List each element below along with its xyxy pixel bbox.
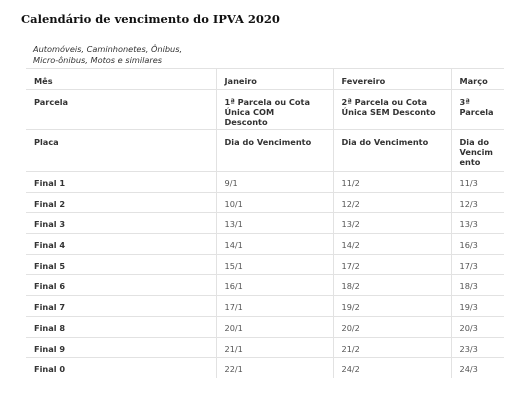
installment-march — [451, 90, 504, 130]
plate-final-cell: Final 6 — [26, 275, 216, 296]
ipva-calendar-table — [26, 68, 504, 378]
due-march-cell: 12/3 — [451, 192, 504, 213]
plate-final-cell: Final 1 — [26, 172, 216, 193]
plate-final-cell: Final 7 — [26, 296, 216, 317]
cell-line: Dia do Vencimento — [224, 137, 312, 147]
cell-line: 2ª Parcela ou Cota — [341, 97, 427, 107]
month-march: Março — [451, 69, 504, 90]
plate-final-cell: Final 0 — [26, 358, 216, 379]
month-header-row — [26, 69, 504, 90]
table-row — [26, 172, 504, 193]
page-title: Calendário de vencimento do IPVA 2020 — [21, 12, 280, 26]
due-january-cell: 21/1 — [216, 337, 333, 358]
cell-line: Dia do — [459, 137, 489, 147]
caption-line: Automóveis, Caminhonetes, Ônibus, — [33, 44, 183, 54]
cell-line: 3ª — [459, 97, 470, 107]
due-day-february — [333, 130, 451, 172]
due-february-cell: 11/2 — [333, 172, 451, 193]
month-january: Janeiro — [216, 69, 333, 90]
due-february-cell: 20/2 — [333, 316, 451, 337]
table-row — [26, 337, 504, 358]
due-january-cell: 20/1 — [216, 316, 333, 337]
cell-line: ento — [459, 157, 481, 167]
table-row — [26, 254, 504, 275]
due-february-cell: 21/2 — [333, 337, 451, 358]
due-march-cell: 11/3 — [451, 172, 504, 193]
due-february-cell: 13/2 — [333, 213, 451, 234]
plate-header-row — [26, 130, 504, 172]
plate-label: Placa — [26, 130, 216, 172]
due-february-cell: 17/2 — [333, 254, 451, 275]
installment-header-row — [26, 90, 504, 130]
due-february-cell: 18/2 — [333, 275, 451, 296]
due-day-march — [451, 130, 504, 172]
due-february-cell: 19/2 — [333, 296, 451, 317]
plate-final-cell: Final 4 — [26, 234, 216, 255]
due-january-cell: 17/1 — [216, 296, 333, 317]
due-february-cell: 12/2 — [333, 192, 451, 213]
table-row — [26, 275, 504, 296]
due-january-cell: 15/1 — [216, 254, 333, 275]
due-january-cell: 10/1 — [216, 192, 333, 213]
vehicle-category-caption — [33, 44, 223, 65]
installment-january — [216, 90, 333, 130]
table-row — [26, 296, 504, 317]
due-march-cell: 16/3 — [451, 234, 504, 255]
due-march-cell: 19/3 — [451, 296, 504, 317]
plate-final-cell: Final 8 — [26, 316, 216, 337]
due-january-cell: 9/1 — [216, 172, 333, 193]
due-january-cell: 13/1 — [216, 213, 333, 234]
cell-line: Dia do Vencimento — [341, 137, 429, 147]
cell-line: Única COM — [224, 107, 275, 117]
table-row — [26, 234, 504, 255]
plate-final-cell: Final 9 — [26, 337, 216, 358]
plate-final-cell: Final 3 — [26, 213, 216, 234]
due-march-cell: 23/3 — [451, 337, 504, 358]
installment-label: Parcela — [26, 90, 216, 130]
due-march-cell: 17/3 — [451, 254, 504, 275]
cell-line: Parcela — [459, 107, 494, 117]
cell-line: Vencim — [459, 147, 493, 157]
month-label: Mês — [26, 69, 216, 90]
table-row — [26, 316, 504, 337]
plate-final-cell: Final 5 — [26, 254, 216, 275]
caption-line: Micro-ônibus, Motos e similares — [33, 54, 163, 65]
due-day-january — [216, 130, 333, 172]
month-february: Fevereiro — [333, 69, 451, 90]
cell-line: 1ª Parcela ou Cota — [224, 97, 310, 107]
due-january-cell: 14/1 — [216, 234, 333, 255]
cell-line: Única SEM Desconto — [341, 107, 436, 117]
due-february-cell: 14/2 — [333, 234, 451, 255]
table-row — [26, 192, 504, 213]
due-january-cell: 16/1 — [216, 275, 333, 296]
due-march-cell: 18/3 — [451, 275, 504, 296]
cell-line: Desconto — [224, 117, 268, 127]
installment-february — [333, 90, 451, 130]
table-row — [26, 213, 504, 234]
due-march-cell: 20/3 — [451, 316, 504, 337]
plate-final-cell: Final 2 — [26, 192, 216, 213]
due-march-cell: 13/3 — [451, 213, 504, 234]
due-january-cell: 22/1 — [216, 358, 333, 379]
table-row — [26, 358, 504, 379]
due-march-cell: 24/3 — [451, 358, 504, 379]
due-february-cell: 24/2 — [333, 358, 451, 379]
